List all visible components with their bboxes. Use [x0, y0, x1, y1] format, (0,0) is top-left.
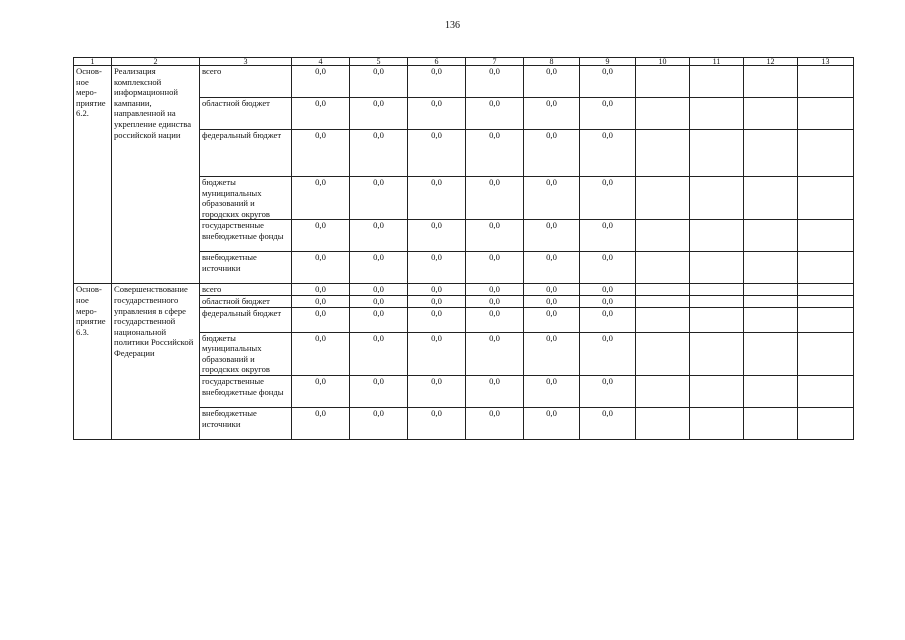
column-header: 10 [636, 58, 690, 66]
table-row [74, 66, 854, 98]
empty-cell [690, 284, 744, 296]
funding-source-cell: государственные внебюджетные фонды [200, 220, 292, 252]
funding-source-cell: областной бюджет [200, 98, 292, 130]
column-header: 9 [580, 58, 636, 66]
value-cell: 0,0 [524, 375, 580, 407]
column-header: 13 [798, 58, 854, 66]
funding-source-cell: внебюджетные источники [200, 252, 292, 284]
empty-cell [744, 307, 798, 332]
empty-cell [636, 252, 690, 284]
empty-cell [690, 307, 744, 332]
empty-cell [798, 252, 854, 284]
value-cell: 0,0 [408, 295, 466, 307]
empty-cell [690, 130, 744, 177]
value-cell: 0,0 [350, 332, 408, 375]
column-header: 12 [744, 58, 798, 66]
value-cell: 0,0 [408, 407, 466, 439]
measure-id-cell: Основ-ное меро-приятие 6.2. [74, 66, 112, 284]
funding-source-cell: бюджеты муниципальных образований и городских округов [200, 332, 292, 375]
value-cell: 0,0 [524, 130, 580, 177]
value-cell: 0,0 [292, 177, 350, 220]
column-header: 6 [408, 58, 466, 66]
value-cell: 0,0 [580, 177, 636, 220]
funding-source-cell: всего [200, 284, 292, 296]
empty-cell [798, 284, 854, 296]
empty-cell [636, 375, 690, 407]
value-cell: 0,0 [524, 98, 580, 130]
empty-cell [690, 177, 744, 220]
column-header: 11 [690, 58, 744, 66]
column-header: 2 [112, 58, 200, 66]
empty-cell [744, 295, 798, 307]
funding-source-cell: внебюджетные источники [200, 407, 292, 439]
value-cell: 0,0 [292, 98, 350, 130]
value-cell: 0,0 [350, 284, 408, 296]
empty-cell [690, 66, 744, 98]
column-header: 1 [74, 58, 112, 66]
empty-cell [636, 284, 690, 296]
table-row [74, 284, 854, 296]
value-cell: 0,0 [466, 66, 524, 98]
value-cell: 0,0 [580, 252, 636, 284]
empty-cell [744, 284, 798, 296]
empty-cell [690, 295, 744, 307]
value-cell: 0,0 [292, 284, 350, 296]
empty-cell [744, 407, 798, 439]
value-cell: 0,0 [466, 295, 524, 307]
value-cell: 0,0 [292, 66, 350, 98]
value-cell: 0,0 [292, 295, 350, 307]
value-cell: 0,0 [466, 332, 524, 375]
empty-cell [744, 66, 798, 98]
value-cell: 0,0 [292, 130, 350, 177]
empty-cell [744, 332, 798, 375]
empty-cell [636, 307, 690, 332]
value-cell: 0,0 [524, 252, 580, 284]
empty-cell [798, 66, 854, 98]
value-cell: 0,0 [292, 375, 350, 407]
empty-cell [798, 295, 854, 307]
value-cell: 0,0 [292, 332, 350, 375]
empty-cell [798, 307, 854, 332]
value-cell: 0,0 [466, 284, 524, 296]
empty-cell [744, 375, 798, 407]
page-number: 136 [445, 20, 460, 31]
empty-cell [636, 98, 690, 130]
value-cell: 0,0 [466, 307, 524, 332]
value-cell: 0,0 [580, 407, 636, 439]
value-cell: 0,0 [524, 220, 580, 252]
value-cell: 0,0 [580, 284, 636, 296]
value-cell: 0,0 [408, 284, 466, 296]
value-cell: 0,0 [580, 220, 636, 252]
empty-cell [690, 220, 744, 252]
empty-cell [798, 332, 854, 375]
empty-cell [744, 220, 798, 252]
value-cell: 0,0 [408, 307, 466, 332]
value-cell: 0,0 [350, 177, 408, 220]
empty-cell [744, 177, 798, 220]
value-cell: 0,0 [408, 252, 466, 284]
empty-cell [798, 177, 854, 220]
value-cell: 0,0 [350, 66, 408, 98]
column-header: 8 [524, 58, 580, 66]
value-cell: 0,0 [466, 375, 524, 407]
value-cell: 0,0 [350, 307, 408, 332]
value-cell: 0,0 [524, 295, 580, 307]
empty-cell [798, 375, 854, 407]
empty-cell [636, 407, 690, 439]
funding-source-cell: федеральный бюджет [200, 307, 292, 332]
column-header: 4 [292, 58, 350, 66]
value-cell: 0,0 [292, 307, 350, 332]
empty-cell [798, 220, 854, 252]
funding-source-cell: бюджеты муниципальных образований и городских округов [200, 177, 292, 220]
value-cell: 0,0 [524, 307, 580, 332]
value-cell: 0,0 [292, 252, 350, 284]
value-cell: 0,0 [408, 130, 466, 177]
value-cell: 0,0 [292, 220, 350, 252]
value-cell: 0,0 [408, 98, 466, 130]
value-cell: 0,0 [350, 98, 408, 130]
empty-cell [636, 295, 690, 307]
value-cell: 0,0 [408, 66, 466, 98]
value-cell: 0,0 [524, 407, 580, 439]
funding-source-cell: федеральный бюджет [200, 130, 292, 177]
value-cell: 0,0 [408, 177, 466, 220]
header-row [74, 58, 854, 66]
value-cell: 0,0 [466, 220, 524, 252]
value-cell: 0,0 [580, 295, 636, 307]
budget-table [73, 57, 854, 440]
empty-cell [744, 252, 798, 284]
empty-cell [636, 130, 690, 177]
value-cell: 0,0 [580, 130, 636, 177]
funding-source-cell: всего [200, 66, 292, 98]
value-cell: 0,0 [466, 98, 524, 130]
empty-cell [690, 407, 744, 439]
empty-cell [798, 98, 854, 130]
value-cell: 0,0 [580, 375, 636, 407]
value-cell: 0,0 [580, 98, 636, 130]
measure-title-cell: Совершенствование государственного управления в сфере государственной национальной политики Российской Федерации [112, 284, 200, 440]
column-header: 5 [350, 58, 408, 66]
empty-cell [690, 98, 744, 130]
funding-source-cell: государственные внебюджетные фонды [200, 375, 292, 407]
empty-cell [636, 177, 690, 220]
empty-cell [744, 98, 798, 130]
empty-cell [744, 130, 798, 177]
value-cell: 0,0 [524, 284, 580, 296]
value-cell: 0,0 [350, 220, 408, 252]
empty-cell [798, 130, 854, 177]
empty-cell [798, 407, 854, 439]
empty-cell [636, 66, 690, 98]
table-body [74, 66, 854, 440]
value-cell: 0,0 [350, 295, 408, 307]
value-cell: 0,0 [350, 130, 408, 177]
value-cell: 0,0 [466, 130, 524, 177]
value-cell: 0,0 [524, 177, 580, 220]
value-cell: 0,0 [466, 177, 524, 220]
value-cell: 0,0 [524, 66, 580, 98]
value-cell: 0,0 [580, 66, 636, 98]
value-cell: 0,0 [580, 307, 636, 332]
empty-cell [636, 332, 690, 375]
empty-cell [690, 332, 744, 375]
value-cell: 0,0 [350, 407, 408, 439]
column-header: 3 [200, 58, 292, 66]
measure-id-cell: Основ-ное меро-приятие 6.3. [74, 284, 112, 440]
funding-source-cell: областной бюджет [200, 295, 292, 307]
value-cell: 0,0 [408, 332, 466, 375]
value-cell: 0,0 [524, 332, 580, 375]
measure-title-cell: Реализация комплексной информационной кампании, направленной на укрепление единства российской нации [112, 66, 200, 284]
empty-cell [690, 252, 744, 284]
value-cell: 0,0 [580, 332, 636, 375]
value-cell: 0,0 [408, 375, 466, 407]
value-cell: 0,0 [350, 375, 408, 407]
value-cell: 0,0 [466, 407, 524, 439]
column-header: 7 [466, 58, 524, 66]
empty-cell [690, 375, 744, 407]
value-cell: 0,0 [466, 252, 524, 284]
empty-cell [636, 220, 690, 252]
value-cell: 0,0 [292, 407, 350, 439]
value-cell: 0,0 [408, 220, 466, 252]
value-cell: 0,0 [350, 252, 408, 284]
